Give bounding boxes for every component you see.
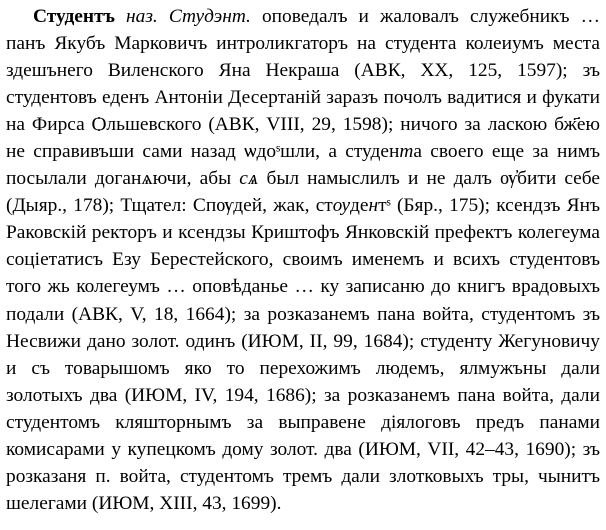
entry-headword: Студентъ <box>33 6 115 27</box>
italic-segment: сѧ <box>239 168 259 190</box>
text-segment: был намыслилъ и не далъ ѹ҆бити себе (Дыяр., 178); Тщател: Спѹдей, жак, ст <box>6 168 600 217</box>
text-segment: оповедалъ и жаловалъ служебникъ … панъ Якубъ Марковичъ интроликгаторъ на студента колеиумъ места здешънего Виленского Яна Некраша (АВК, XX, 125, 1597); зъ студентовъ еденъ Антоніи Десертаній заразъ почолъ вадитися и фукати на Фирса Ѻльшевского (АВК, VIII, 29, 1598); ничого за ласкою бж҃ею не справивъши сами назад ѡдоˢшли, а студен <box>6 6 600 163</box>
modern-form: Студэнт. <box>168 6 251 27</box>
text-segment: а своего еще за нимъ посылали доганѧючи, абы <box>6 141 600 190</box>
grammar-label: наз. <box>126 6 158 27</box>
text-segment: тˢ (Бяр., 175); ксендзъ Янъ Раковскій ректоръ и ксендзы Криштофъ Янковскій префектъ колегеума соціетатисъ Езу Берестейского, своимъ именемъ и всихъ студентовъ того жь колегеумъ … оповѣданье … ку записаню до книгъ врадовыхъ подали (АВК, V, 18, 1664); за розказанемъ пана войта, студентомъ зъ Несвижи дано золот. одинъ (ИЮМ, II, 99, 1684); студенту Жегуновичу и съ товарышомъ яко то перехожимъ людемъ, ялмужъны дали золотыхъ два (ИЮМ, IV, 194, 1686); за розказанемъ пана войта, дали студентомъ кляшторнымъ за выправене діялоговъ предъ панами комисарами у купецкомъ дому золот. два (ИЮМ, VII, 42–43, 1690); зъ розказаня п. войта, студентомъ тремъ дали злотковыхъ тры, чынитъ шелегами (ИЮМ, XIII, 43, 1699). <box>6 195 600 514</box>
dictionary-entry <box>6 3 600 517</box>
italic-segment: ѹ <box>332 195 351 217</box>
italic-segment: н <box>368 195 379 217</box>
entry-body <box>6 6 600 514</box>
italic-segment: т <box>399 141 414 163</box>
text-segment: де <box>350 195 369 217</box>
